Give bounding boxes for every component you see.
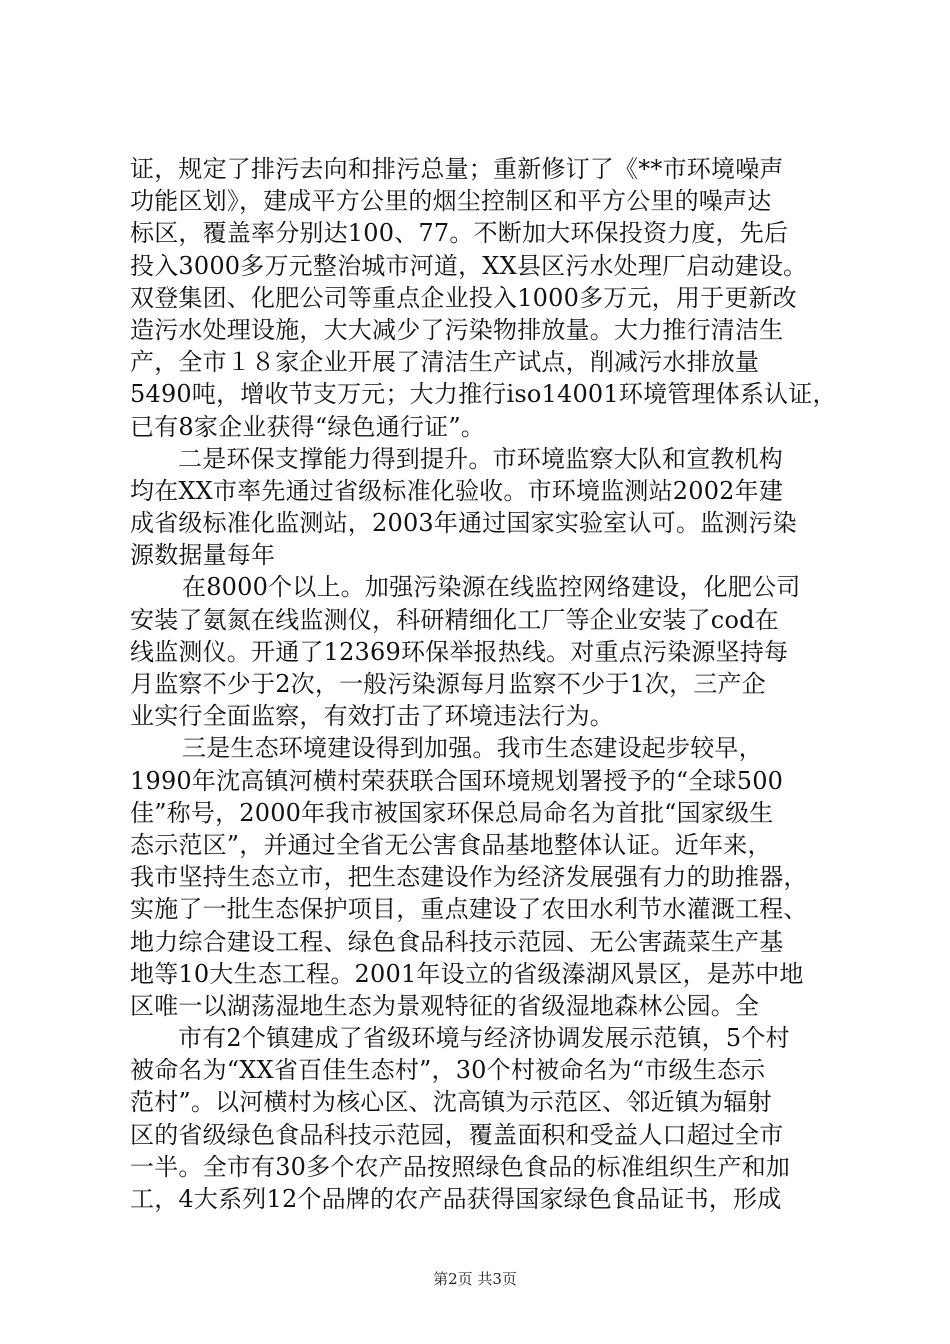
text-line: 标区，覆盖率分别达100、77。不断加大环保投资力度，先后 <box>130 219 789 248</box>
text-line: 佳”称号，2000年我市被国家环保总局命名为首批“国家级生 <box>130 798 774 827</box>
text-line: 二是环保支撑能力得到提升。市环境监察大队和宣教机构 <box>178 444 783 473</box>
text-line: 产，全市１８家企业开展了清洁生产试点，削减污水排放量 <box>130 348 760 377</box>
text-line: 源数据量每年 <box>130 541 276 570</box>
text-line: 地等10大生态工程。2001年设立的省级溱湖风景区，是苏中地 <box>130 959 804 988</box>
text-line: 功能区划》，建成平方公里的烟尘控制区和平方公里的噪声达 <box>130 187 772 216</box>
text-line: 实施了一批生态保护项目，重点建设了农田水利节水灌溉工程、 <box>130 895 808 924</box>
text-line: 5490吨，增收节支万元；大力推行iso14001环境管理体系认证， <box>130 380 837 409</box>
text-line: 1990年沈高镇河横村荣获联合国环境规划署授予的“全球500 <box>130 766 784 795</box>
text-line: 月监察不少于2次，一般污染源每月监察不少于1次，三产企 <box>130 670 766 698</box>
text-line: 市有2个镇建成了省级环境与经济协调发展示范镇，5个村 <box>178 1024 790 1053</box>
page-footer: 第2页 共3页 <box>433 1270 517 1288</box>
text-line: 地力综合建设工程、绿色食品科技示范园、无公害蔬菜生产基 <box>130 927 784 956</box>
text-line: 被命名为“XX省百佳生态村”，30个村被命名为“市级生态示 <box>130 1056 766 1085</box>
text-line: 成省级标准化监测站，2003年通过国家实验室认可。监测污染 <box>130 509 797 538</box>
text-line: 工，4大系列12个品牌的农产品获得国家绿色食品证书，形成 <box>130 1185 782 1213</box>
text-line: 区的省级绿色食品科技示范园，覆盖面积和受益人口超过全市 <box>130 1120 784 1149</box>
text-line: 我市坚持生态立市，把生态建设作为经济发展强有力的助推器， <box>130 863 808 892</box>
text-line: 双登集团、化肥公司等重点企业投入1000多万元，用于更新改 <box>130 283 797 312</box>
text-line: 一半。全市有30多个农产品按照绿色食品的标准组织生产和加 <box>130 1152 791 1181</box>
text-line: 线监测仪。开通了12369环保举报热线。对重点污染源坚持每 <box>130 637 789 666</box>
text-line: 造污水处理设施，大大减少了污染物排放量。大力推行清洁生 <box>130 315 784 344</box>
text-line: 三是生态环境建设得到加强。我市生态建设起步较早， <box>182 734 763 763</box>
text-line: 态示范区”，并通过全省无公害食品基地整体认证。近年来， <box>130 830 772 859</box>
text-line: 均在XX市率先通过省级标准化验收。市环境监测站2002年建 <box>130 476 784 505</box>
document-body <box>130 153 837 1215</box>
text-line: 已有8家企业获得“绿色通行证”。 <box>130 412 486 441</box>
text-line: 区唯一以湖荡湿地生态为景观特征的省级湿地森林公园。全 <box>130 991 760 1020</box>
text-line: 业实行全面监察，有效打击了环境违法行为。 <box>130 702 614 731</box>
text-line: 投入3000多万元整治城市河道，XX县区污水处理厂启动建设。 <box>130 251 808 280</box>
text-line: 范村”。以河横村为核心区、沈高镇为示范区、邻近镇为辐射 <box>130 1088 772 1117</box>
text-line: 证，规定了排污去向和排污总量；重新修订了《**市环境噪声 <box>130 155 784 183</box>
text-line: 安装了氨氮在线监测仪，科研精细化工厂等企业安装了cod在 <box>130 605 779 634</box>
text-line: 在8000个以上。加强污染源在线监控网络建设，化肥公司 <box>182 573 801 602</box>
